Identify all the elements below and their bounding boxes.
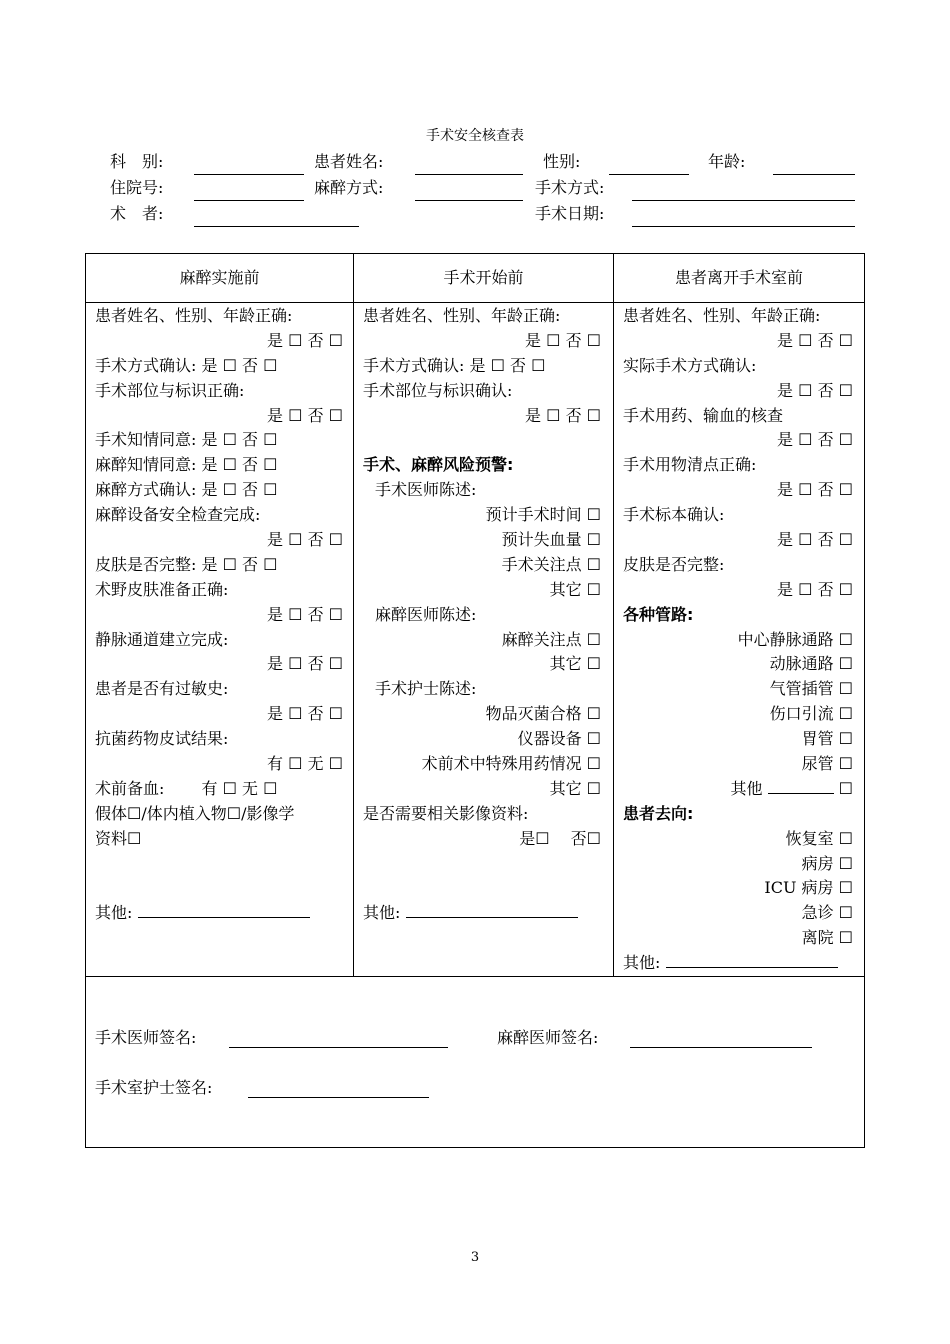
col2-checkbox-row[interactable]: 其它 ☐ <box>549 579 601 599</box>
col3-checkbox-row[interactable]: 是 ☐ 否 ☐ <box>777 480 853 500</box>
col1-line: 抗菌药物皮试结果: <box>95 729 229 749</box>
surgeon-sign-field[interactable] <box>229 1047 448 1048</box>
col2-line: 麻醉医师陈述: <box>375 604 477 624</box>
anesthetist-sign-label: 麻醉医师签名: <box>497 1028 599 1047</box>
col3-checkbox-row[interactable]: 尿管 ☐ <box>801 754 853 774</box>
dept-field[interactable] <box>194 174 304 175</box>
col3-other-label: 其他: <box>623 953 661 973</box>
col1-line: 麻醉设备安全检查完成: <box>95 505 261 525</box>
col3-checkbox-row[interactable]: 动脉通路 ☐ <box>769 654 853 674</box>
col3-other-field[interactable] <box>666 952 838 968</box>
risk-warning-heading: 手术、麻醉风险预警: <box>363 455 514 475</box>
anesthesia-method-label: 麻醉方式: <box>314 178 384 197</box>
col2-checkbox-row[interactable]: 仪器设备 ☐ <box>517 729 601 749</box>
col3-checkbox-row[interactable]: 恢复室 ☐ <box>785 828 853 848</box>
col2-checkbox-row[interactable]: 手术关注点 ☐ <box>501 554 601 574</box>
surgeon-field[interactable] <box>194 226 359 227</box>
col3-checkbox-row[interactable]: 离院 ☐ <box>801 928 853 948</box>
col2-checkbox-row[interactable]: 物品灭菌合格 ☐ <box>485 704 601 724</box>
admission-no-label: 住院号: <box>110 178 164 197</box>
col1-line[interactable]: 假体☐/体内植入物☐/影像学 <box>95 803 295 823</box>
col3-checkbox-row[interactable]: 中心静脉通路 ☐ <box>737 629 853 649</box>
col1-checkbox-row[interactable]: 是 ☐ 否 ☐ <box>267 530 343 550</box>
signature-divider <box>85 976 865 977</box>
col2-line: 手术医师陈述: <box>375 480 477 500</box>
col1-checkbox-row[interactable]: 是 ☐ 否 ☐ <box>267 405 343 425</box>
col1-line[interactable]: 手术方式确认: 是 ☐ 否 ☐ <box>95 355 278 375</box>
document-title: 手术安全核查表 <box>426 128 524 144</box>
col1-other-field[interactable] <box>138 902 310 918</box>
surgeon-label: 术 者: <box>110 204 164 223</box>
col1-line[interactable]: 皮肤是否完整: 是 ☐ 否 ☐ <box>95 554 278 574</box>
col3-checkbox-row[interactable]: 是 ☐ 否 ☐ <box>777 430 853 450</box>
surgery-date-field[interactable] <box>632 226 855 227</box>
col1-line[interactable]: 资料☐ <box>95 828 142 848</box>
anesthesia-method-field[interactable] <box>415 200 523 201</box>
gender-field[interactable] <box>609 174 689 175</box>
col3-checkbox-row[interactable]: 胃管 ☐ <box>801 729 853 749</box>
col3-other-tube-row[interactable] <box>623 777 853 802</box>
col3-checkbox-row[interactable]: 急诊 ☐ <box>801 903 853 923</box>
col3-line: 手术用药、输血的核查 <box>623 405 784 425</box>
page-number: 3 <box>470 1250 480 1265</box>
nurse-sign-label: 手术室护士签名: <box>95 1078 213 1097</box>
col1-line: 患者姓名、性别、年龄正确: <box>95 306 293 325</box>
destination-heading: 患者去向: <box>623 803 694 823</box>
col2-other-field[interactable] <box>406 902 578 918</box>
col3-checkbox-row[interactable]: 病房 ☐ <box>801 853 853 873</box>
col3-body <box>623 304 853 976</box>
col2-line: 是否需要相关影像资料: <box>363 803 529 823</box>
col1-body <box>95 304 343 926</box>
col1-checkbox-row[interactable]: 是 ☐ 否 ☐ <box>267 704 343 724</box>
col1-line[interactable]: 手术知情同意: 是 ☐ 否 ☐ <box>95 430 278 450</box>
dept-label: 科 别: <box>110 152 164 171</box>
column-divider-1 <box>353 253 354 976</box>
col2-checkbox-row[interactable]: 是 ☐ 否 ☐ <box>525 330 601 350</box>
col2-body <box>363 304 601 926</box>
surgery-method-label: 手术方式: <box>535 178 605 197</box>
col1-line[interactable]: 麻醉方式确认: 是 ☐ 否 ☐ <box>95 480 278 500</box>
col3-checkbox-row[interactable]: 气管插管 ☐ <box>769 679 853 699</box>
col3-line: 手术标本确认: <box>623 505 725 525</box>
col1-line[interactable]: 麻醉知情同意: 是 ☐ 否 ☐ <box>95 455 278 475</box>
col3-line: 实际手术方式确认: <box>623 355 757 375</box>
col1-line: 静脉通道建立完成: <box>95 629 229 649</box>
column-divider-2 <box>613 253 614 976</box>
col3-checkbox-row[interactable]: ICU 病房 ☐ <box>764 878 853 898</box>
surgery-date-label: 手术日期: <box>535 204 605 223</box>
col3-line: 皮肤是否完整: <box>623 554 725 574</box>
patient-name-field[interactable] <box>415 174 523 175</box>
col1-line: 手术部位与标识正确: <box>95 380 245 400</box>
col2-checkbox-row[interactable]: 是 ☐ 否 ☐ <box>525 405 601 425</box>
col3-checkbox-row[interactable]: 是 ☐ 否 ☐ <box>777 530 853 550</box>
col2-header: 手术开始前 <box>443 268 524 287</box>
col1-checkbox-row[interactable]: 是 ☐ 否 ☐ <box>267 604 343 624</box>
col3-other-tube-checkbox[interactable]: ☐ <box>838 778 853 798</box>
col2-other-label: 其他: <box>363 903 401 923</box>
col3-checkbox-row[interactable]: 伤口引流 ☐ <box>769 704 853 724</box>
anesthetist-sign-field[interactable] <box>630 1047 812 1048</box>
col3-checkbox-row[interactable]: 是 ☐ 否 ☐ <box>777 330 853 350</box>
nurse-sign-field[interactable] <box>248 1097 429 1098</box>
col2-checkbox-row[interactable]: 其它 ☐ <box>549 778 601 798</box>
col1-other-label: 其他: <box>95 903 133 923</box>
col1-line[interactable]: 术前备血: 有 ☐ 无 ☐ <box>95 778 278 798</box>
col3-line: 手术用物清点正确: <box>623 455 757 475</box>
col3-checkbox-row[interactable]: 是 ☐ 否 ☐ <box>777 579 853 599</box>
col1-line: 术野皮肤准备正确: <box>95 579 229 599</box>
col1-checkbox-row[interactable]: 有 ☐ 无 ☐ <box>267 754 343 774</box>
col1-line: 患者是否有过敏史: <box>95 679 229 699</box>
admission-no-field[interactable] <box>194 200 304 201</box>
col2-checkbox-row[interactable]: 术前术中特殊用药情况 ☐ <box>421 754 601 774</box>
patient-name-label: 患者姓名: <box>314 152 384 171</box>
col3-line: 患者姓名、性别、年龄正确: <box>623 306 821 325</box>
col2-checkbox-row[interactable]: 预计失血量 ☐ <box>501 530 601 550</box>
col3-header: 患者离开手术室前 <box>674 268 803 287</box>
surgery-method-field[interactable] <box>632 200 855 201</box>
col1-checkbox-row[interactable]: 是 ☐ 否 ☐ <box>267 654 343 674</box>
col2-checkbox-row[interactable]: 麻醉关注点 ☐ <box>501 629 601 649</box>
col3-checkbox-row[interactable]: 是 ☐ 否 ☐ <box>777 380 853 400</box>
col3-other-tube-field[interactable] <box>768 778 834 794</box>
col2-line[interactable]: 手术方式确认: 是 ☐ 否 ☐ <box>363 355 546 375</box>
tubes-heading: 各种管路: <box>623 604 694 624</box>
age-field[interactable] <box>773 174 855 175</box>
age-label: 年龄: <box>708 152 746 171</box>
col1-header: 麻醉实施前 <box>179 268 260 287</box>
col2-checkbox-row[interactable]: 是☐ 否☐ <box>519 828 601 848</box>
col2-line: 手术部位与标识确认: <box>363 380 513 400</box>
surgeon-sign-label: 手术医师签名: <box>95 1028 197 1047</box>
col2-checkbox-row[interactable]: 其它 ☐ <box>549 654 601 674</box>
col2-line: 手术护士陈述: <box>375 679 477 699</box>
col1-checkbox-row[interactable]: 是 ☐ 否 ☐ <box>267 330 343 350</box>
col2-line: 患者姓名、性别、年龄正确: <box>363 306 561 325</box>
header-divider <box>85 302 865 303</box>
gender-label: 性别: <box>543 152 581 171</box>
col2-checkbox-row[interactable]: 预计手术时间 ☐ <box>485 505 601 525</box>
col3-other-tube-label: 其他 <box>730 778 763 798</box>
